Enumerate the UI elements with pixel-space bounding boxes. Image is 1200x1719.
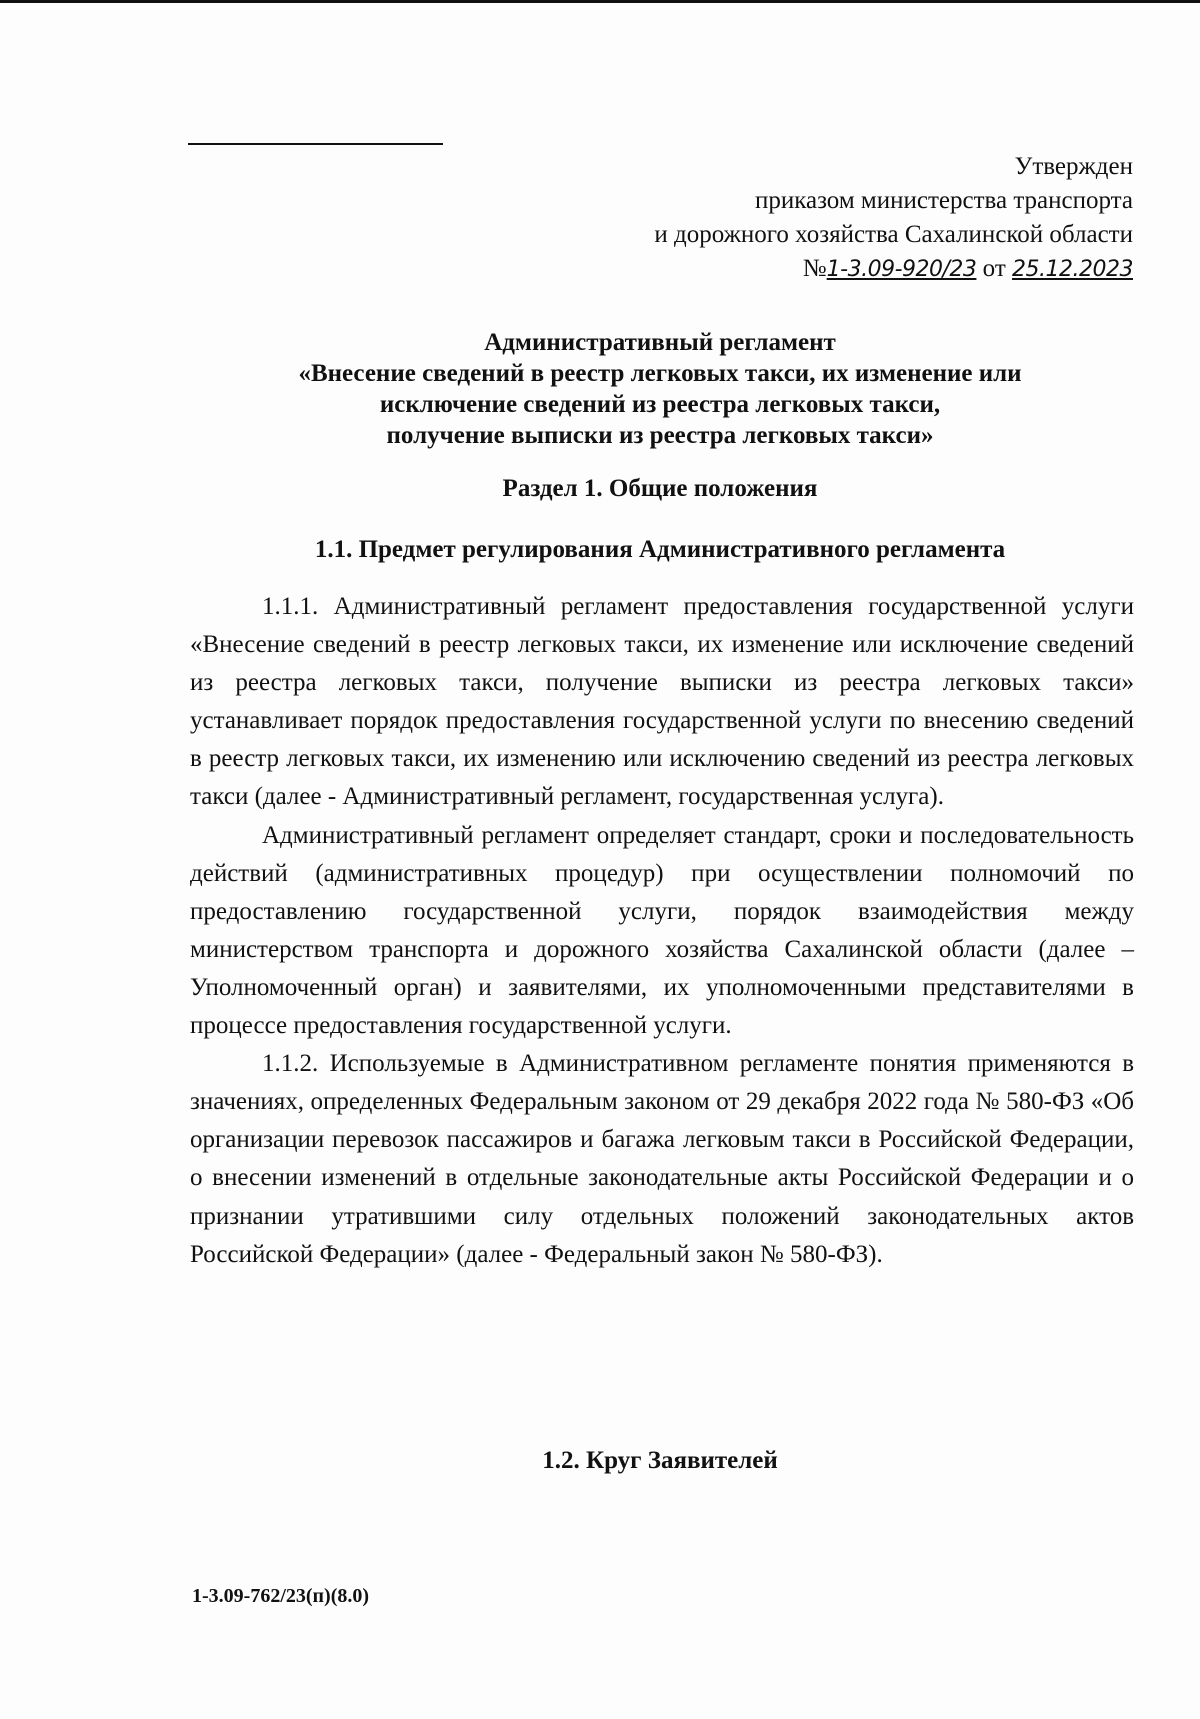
body-text	[190, 588, 1134, 1274]
approval-line-order: приказом министерства транспорта	[754, 187, 1133, 214]
document-title	[190, 327, 1130, 451]
approval-line-ministry: и дорожного хозяйства Сахалинской области	[654, 221, 1133, 248]
title-line-3: исключение сведений из реестра легковых такси,	[379, 391, 941, 418]
date-prefix: от	[982, 255, 1006, 282]
footer-document-code: 1-3.09-762/23(п)(8.0)	[192, 1585, 370, 1607]
approval-number-date	[654, 252, 1133, 287]
scan-top-border	[0, 0, 1200, 3]
subsection-1-1-heading: 1.1. Предмет регулирования Административного регламента	[314, 536, 1006, 563]
header-rule	[188, 143, 443, 145]
section-1-heading: Раздел 1. Общие положения	[502, 475, 818, 502]
paragraph-1-1-2: 1.1.2. Используемые в Административном регламенте понятия применяются в значениях, определенных Федеральным законом от 29 декабря 2022 года № 580-ФЗ «Об организации перевозок пассажиров и багажа легковым такси в Российской Федерации, о внесении изменений в отдельные законодательные акты Российской Федерации и о признании утратившими силу отдельных положений законодательных актов Российской Федерации» (далее - Федеральный закон № 580-ФЗ).	[190, 1050, 1134, 1268]
subsection-1-2-heading: 1.2. Круг Заявителей	[542, 1447, 778, 1474]
order-date: 25.12.2023	[1012, 257, 1133, 282]
approval-title: Утвержден	[1014, 153, 1133, 180]
paragraph-1-1-1: 1.1.1. Административный регламент предоставления государственной услуги «Внесение сведений в реестр легковых такси, их изменение или исключение сведений из реестра легковых такси, получение выписки из реестра легковых такси» устанавливает порядок предоставления государственной услуги по внесению сведений в реестр легковых такси, их изменению или исключению сведений из реестра легковых такси (далее - Административный регламент, государственная услуга).	[190, 593, 1134, 811]
paragraph-regulation-scope: Административный регламент определяет стандарт, сроки и последовательность действий (административных процедур) при осуществлении полномочий по предоставлению государственной услуги, порядок взаимодействия между министерством транспорта и дорожного хозяйства Сахалинской области (далее – Уполномоченный орган) и заявителями, их уполномоченными представителями в процессе предоставления государственной услуги.	[190, 821, 1134, 1040]
order-number: 1-3.09-920/23	[826, 257, 977, 282]
title-line-4: получение выписки из реестра легковых такси»	[386, 422, 934, 449]
approval-stamp-block	[654, 150, 1133, 287]
title-line-2: «Внесение сведений в реестр легковых такси, их изменение или	[298, 360, 1022, 387]
title-line-1: Административный регламент	[484, 329, 836, 356]
number-prefix: №	[802, 255, 827, 282]
